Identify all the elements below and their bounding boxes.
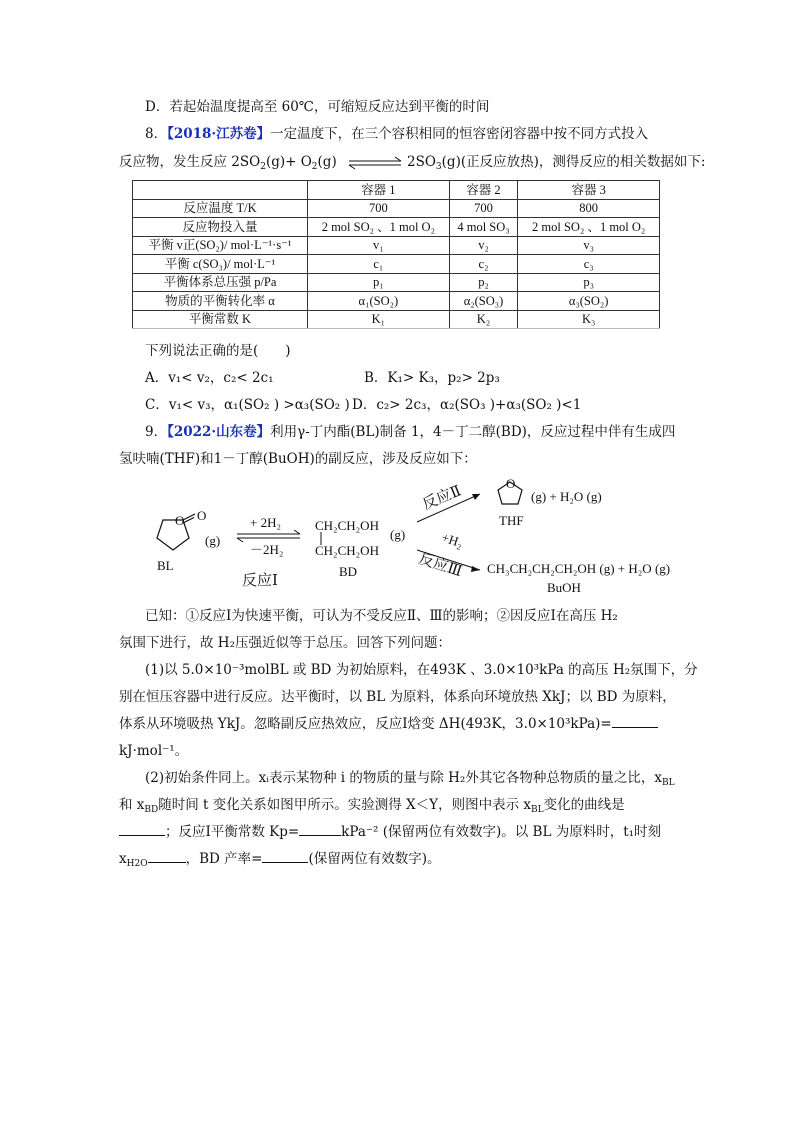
- table-cell: 4 mol SO₃: [449, 218, 518, 237]
- q8-text-d: 2SO: [407, 154, 436, 170]
- q9-line1: [145, 423, 675, 441]
- bd-label: BD: [339, 564, 358, 579]
- sub: BD: [144, 805, 159, 815]
- reaction-2-label: 反应Ⅱ: [420, 483, 464, 514]
- table-cell: v₁: [308, 236, 450, 255]
- bd-top-chain: CH₂CH₂OH: [315, 518, 379, 533]
- table-header-cell: 容器 3: [518, 181, 660, 200]
- q9-part2-text: kPa⁻² (保留两位有效数字)。以 BL 为原料时，t₁时刻: [341, 824, 662, 840]
- table-cell: v₂: [449, 236, 518, 255]
- table-header-row: [133, 181, 660, 200]
- table-cell: 平衡 v正(SO₂)/ mol·L⁻¹·s⁻¹: [133, 236, 308, 255]
- q9-intro: 利用γ-丁内酯(BL)制备 1，4－丁二醇(BD)，反应过程中伴有生成四: [270, 424, 676, 440]
- q8-intro: 一定温度下，在三个容积相同的恒容密闭容器中按不同方式投入: [270, 126, 649, 142]
- q9-part2-text: (2)初始条件同上。xᵢ表示某物种 i 的物质的量与除 H₂外其它各物种总物质的量之比，x: [145, 770, 662, 786]
- carbonyl-o-label: O: [197, 508, 207, 523]
- q9-part2-text: 和 x: [119, 797, 145, 813]
- table-cell: 反应物投入量: [133, 218, 308, 237]
- table-cell: c₂: [449, 255, 518, 274]
- q8-source-tag: 【2018·江苏卷】: [167, 126, 271, 142]
- forward-reagent: + 2H₂: [250, 515, 282, 530]
- q9-part2-text: ，BD 产率=: [185, 851, 263, 867]
- reaction-3-reagent: +H₂: [439, 529, 465, 551]
- q8-text-b: (g)+ O: [265, 154, 312, 170]
- reaction-1-label: 反应Ⅰ: [242, 573, 278, 589]
- oxygen-label: O: [175, 513, 185, 528]
- q8-option-c: C．v₁< v₃，α₁(SO₂ ) >α₃(SO₂ ): [145, 397, 350, 413]
- table-cell: 平衡常数 K: [133, 310, 308, 329]
- q8-option-a: A．v₁< v₂，c₂< 2c₁: [145, 370, 274, 386]
- table-row: [133, 236, 660, 255]
- table-cell: 反应温度 T/K: [133, 199, 308, 218]
- q9-source-tag: 【2022·山东卷】: [167, 424, 271, 440]
- table-row: [133, 273, 660, 292]
- q9-part1-line4: kJ·mol⁻¹。: [119, 743, 189, 759]
- table-cell: 800: [518, 199, 660, 218]
- q8-option-d: D．c₂> 2c₃，α₂(SO₃ )+α₃(SO₂ )<1: [352, 397, 582, 413]
- table-cell: α₂(SO₃): [449, 292, 518, 311]
- bl-label: BL: [157, 558, 174, 573]
- buoh-equation: CH₃CH₂CH₂CH₂OH (g) + H₂O (g): [487, 561, 671, 576]
- table-cell: 2 mol SO₂ 、1 mol O₂: [308, 218, 450, 237]
- q9-part1-line3: [119, 715, 658, 733]
- thf-label: THF: [499, 513, 524, 528]
- table-header-cell: [133, 181, 308, 200]
- answer-blank[interactable]: [148, 850, 186, 863]
- q8-number: 8．: [145, 126, 168, 142]
- table-cell: K₂: [449, 310, 518, 329]
- q9-line2: 氢呋喃(THF)和1－丁醇(BuOH)的副反应，涉及反应如下：: [119, 451, 477, 467]
- q9-part2-text: (保留两位有效数字)。: [308, 851, 441, 867]
- bd-bottom-chain: CH₂CH₂OH: [315, 543, 379, 558]
- q9-part1-text: 体系从环境吸热 YkJ。忽略副反应热效应，反应Ⅰ焓变 ΔH(493K，3.0×10³kPa)=: [119, 716, 612, 732]
- table-cell: 平衡 c(SO₃)/ mol·L⁻¹: [133, 255, 308, 274]
- sub: BL: [661, 778, 675, 788]
- table-cell: 700: [449, 199, 518, 218]
- reaction-3-label: 反应Ⅲ: [416, 551, 464, 581]
- q8-option-b: B．K₁> K₃，p₂> 2p₃: [364, 370, 500, 386]
- sub: BL: [530, 805, 544, 815]
- table-cell: c₃: [518, 255, 660, 274]
- table-cell: 物质的平衡转化率 α: [133, 292, 308, 311]
- table-cell: p₁: [308, 273, 450, 292]
- q9-part2-text: 变化的曲线是: [543, 797, 625, 813]
- equilibrium-arrow-icon: [343, 156, 405, 170]
- table-header-cell: 容器 1: [308, 181, 450, 200]
- table-row: [133, 218, 660, 237]
- table-cell: α₁(SO₂): [308, 292, 450, 311]
- q9-part2-text: 随时间 t 变化关系如图甲所示。实验测得 X＜Y，则图中表示 x: [158, 797, 531, 813]
- q8-text-a: 反应物，发生反应 2SO: [119, 154, 261, 170]
- q9-number: 9．: [145, 424, 168, 440]
- q9-part2-text: x: [119, 851, 127, 867]
- buoh-label: BuOH: [547, 580, 581, 595]
- q8-line2: [119, 153, 705, 176]
- reaction-scheme-diagram: [135, 470, 705, 600]
- table-cell: c₁: [308, 255, 450, 274]
- q9-part1-line1: (1)以 5.0×10⁻³molBL 或 BD 为初始原料，在493K 、3.0×10³kPa 的高压 H₂氛围下，分: [145, 662, 698, 678]
- sub: 2: [260, 162, 266, 172]
- arrowhead-icon: [471, 566, 480, 572]
- table-row: [133, 310, 660, 329]
- q8-text-e: (g)(正反应放热)，测得反应的相关数据如下:: [441, 154, 706, 170]
- q9-known-line2: 氛围下进行，故 H₂压强近似等于总压。回答下列问题：: [119, 635, 451, 651]
- q9-part2-line3: [119, 823, 661, 841]
- table-cell: K₁: [308, 310, 450, 329]
- sub: H2O: [126, 859, 148, 869]
- table-row: [133, 199, 660, 218]
- q8-question: 下列说法正确的是( ): [145, 343, 291, 359]
- equilibrium-data-table: [132, 180, 660, 329]
- table-header-cell: 容器 2: [449, 181, 518, 200]
- reversible-arrow-icon: [237, 530, 300, 542]
- table-cell: p₂: [449, 273, 518, 292]
- table-cell: p₃: [518, 273, 660, 292]
- q8-text-c: (g): [317, 154, 337, 170]
- q8-line1: [145, 125, 648, 143]
- answer-blank[interactable]: [612, 715, 658, 728]
- q9-part2-line2: [119, 796, 625, 819]
- q9-known-line1: 已知：①反应Ⅰ为快速平衡，可认为不受反应Ⅱ、Ⅲ的影响；②因反应Ⅰ在高压 H₂: [145, 608, 618, 624]
- bl-phase: (g): [205, 533, 221, 548]
- q9-part2-line1: [145, 769, 675, 792]
- thf-oxygen-label: O: [506, 476, 516, 491]
- q9-part1-line2: 别在恒压容器中进行反应。达平衡时，以 BL 为原料，体系向环境放热 XkJ；以 BD 为原料，: [119, 689, 676, 705]
- q9-part2-text: ；反应Ⅰ平衡常数 Kp=: [165, 824, 300, 840]
- bd-phase: (g): [390, 527, 406, 542]
- answer-blank[interactable]: [299, 823, 341, 836]
- table-cell: K₃: [518, 310, 660, 329]
- thf-products: (g) + H₂O (g): [531, 489, 602, 504]
- sub: 2: [311, 162, 318, 172]
- reverse-reagent: －2H₂: [250, 542, 284, 557]
- table-cell: α₃(SO₂): [518, 292, 660, 311]
- table-cell: 700: [308, 199, 450, 218]
- table-cell: 2 mol SO₂ 、1 mol O₂: [518, 218, 660, 237]
- answer-blank[interactable]: [119, 823, 165, 836]
- table-cell: 平衡体系总压强 p/Pa: [133, 273, 308, 292]
- table-cell: v₃: [518, 236, 660, 255]
- table-row: [133, 292, 660, 311]
- sub: 3: [435, 162, 442, 172]
- table-row: [133, 255, 660, 274]
- answer-blank[interactable]: [262, 850, 308, 863]
- option-d-prev: D．若起始温度提高至 60℃，可缩短反应达到平衡的时间: [145, 99, 490, 115]
- q9-part2-line4: [119, 850, 440, 873]
